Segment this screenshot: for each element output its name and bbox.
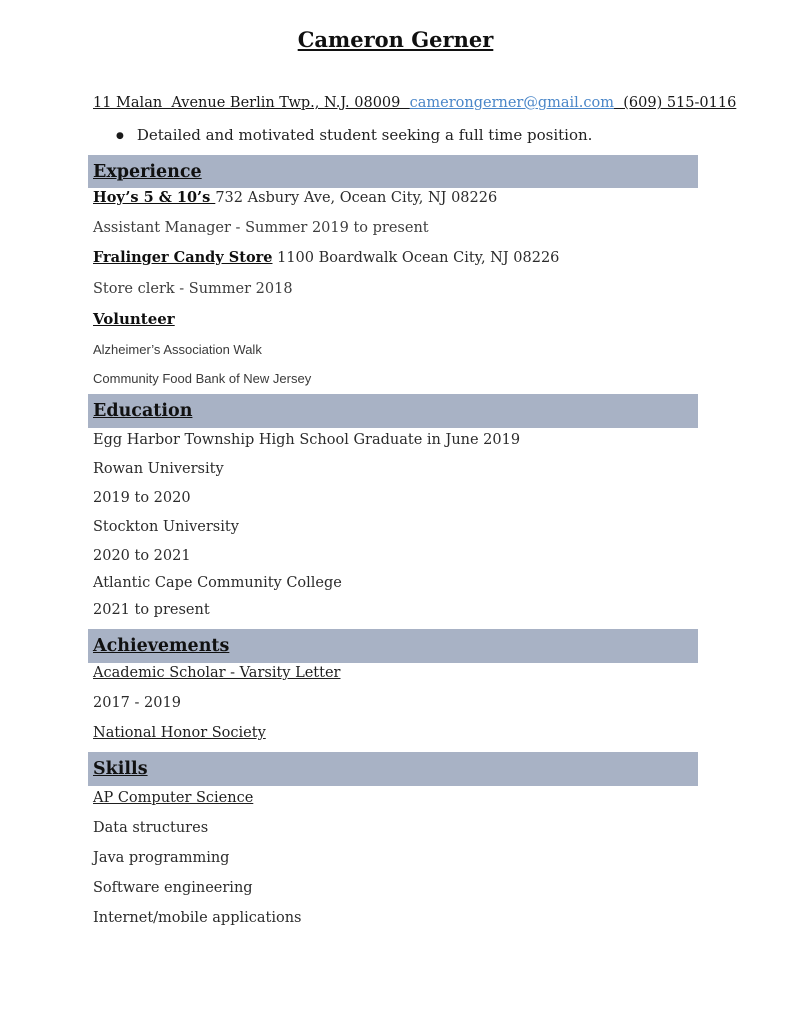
job-line-hoys (93, 189, 497, 207)
document-title: Cameron Gerner (297, 27, 494, 52)
achievement-item: National Honor Society (93, 725, 266, 741)
job-role-fralinger: Store clerk - Summer 2018 (93, 281, 293, 297)
section-header-achievements (88, 629, 698, 663)
job-name-hoys: Hoy’s 5 & 10’s (93, 189, 216, 206)
email-link[interactable]: camerongerner@gmail.com (409, 95, 615, 111)
contact-line (93, 94, 736, 113)
education-item: 2019 to 2020 (93, 490, 191, 506)
skill-item: AP Computer Science (93, 790, 254, 806)
section-header-experience (88, 155, 698, 188)
contact-address: 11 Malan Avenue Berlin Twp., N.J. 08009 (93, 95, 410, 111)
section-title-achievements: Achievements (93, 636, 230, 656)
section-title-skills: Skills (93, 759, 148, 779)
job-role-hoys: Assistant Manager - Summer 2019 to present (93, 220, 429, 236)
skill-item: Software engineering (93, 880, 253, 896)
skill-item: Java programming (93, 850, 230, 866)
job-address-fralinger: 1100 Boardwalk Ocean City, NJ 08226 (272, 250, 560, 266)
objective-bullet-row (116, 126, 592, 148)
section-title-education: Education (93, 401, 193, 421)
achievement-item: Academic Scholar - Varsity Letter (93, 665, 341, 681)
education-item: 2020 to 2021 (93, 548, 191, 564)
skill-item: Internet/mobile applications (93, 910, 302, 926)
section-header-education (88, 394, 698, 428)
education-item: Stockton University (93, 519, 239, 535)
volunteer-item: Community Food Bank of New Jersey (93, 371, 312, 386)
section-title-experience: Experience (93, 161, 202, 182)
objective-text: Detailed and motivated student seeking a full time position. (136, 126, 593, 144)
job-line-fralinger (93, 249, 559, 267)
education-item: 2021 to present (93, 602, 210, 618)
subsection-header-volunteer: Volunteer (93, 310, 175, 328)
job-address-hoys: 732 Asbury Ave, Ocean City, NJ 08226 (215, 190, 498, 206)
job-name-fralinger: Fralinger Candy Store (93, 249, 273, 266)
section-header-skills (88, 752, 698, 786)
education-item: Atlantic Cape Community College (93, 575, 342, 591)
achievement-item: 2017 - 2019 (93, 695, 181, 711)
bullet-icon: ● (116, 131, 124, 141)
volunteer-item: Alzheimer’s Association Walk (93, 342, 262, 357)
education-item: Egg Harbor Township High School Graduate in June 2019 (93, 432, 521, 448)
skill-item: Data structures (93, 820, 209, 836)
contact-phone: (609) 515-0116 (614, 95, 737, 111)
education-item: Rowan University (93, 461, 224, 477)
